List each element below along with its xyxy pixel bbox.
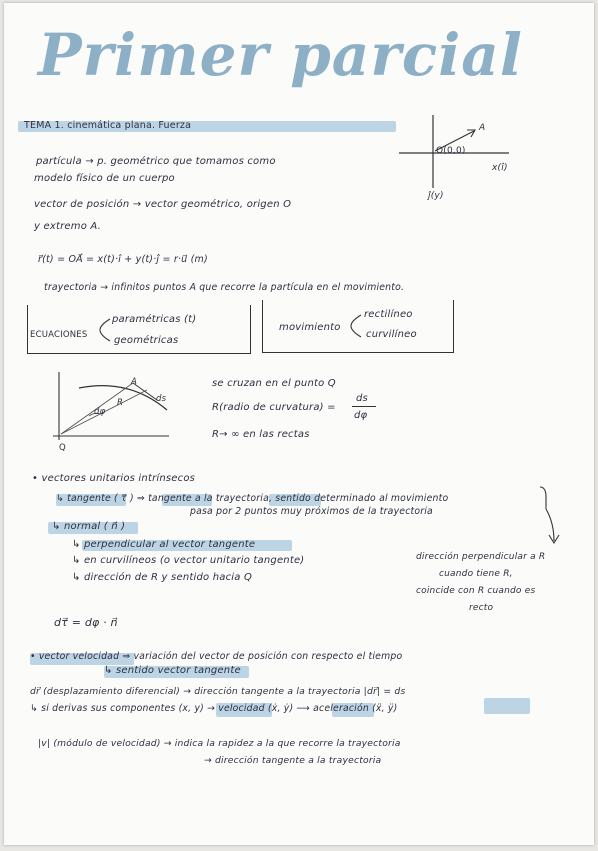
dtau-formula: dτ⃗ = dφ · n⃗ (54, 616, 118, 629)
particula-line-2: modelo físico de un cuerpo (34, 173, 175, 184)
tangente-line: ↳ tangente ( τ⃗ ) ⇒ tangente a la trayectoria, sentido determinado al movimiento (56, 493, 449, 504)
vector-posicion-line-2: y extremo A. (34, 221, 101, 232)
diagram-point-a: A (131, 377, 138, 387)
notebook-page (4, 3, 594, 845)
side-note-3: coincide con R cuando es (416, 586, 536, 596)
tangente-line-2: pasa por 2 puntos muy próximos de la trayectoria (190, 506, 433, 517)
movimiento-item-2: curvilíneo (366, 329, 417, 340)
acceleration-highlight (484, 698, 530, 714)
bracket-arrow-icon (534, 483, 574, 563)
curvature-diagram (49, 368, 179, 458)
curvatura-denominator: dφ (354, 410, 368, 421)
vectores-heading: • vectores unitarios intrínsecos (32, 473, 196, 484)
normal-detail-2: ↳ en curvilíneos (o vector unitario tangente) (72, 555, 305, 566)
velocidad-heading: • vector velocidad ⇒ variación del vector de posición con respecto el tiempo (30, 651, 403, 662)
normal-line: ↳ normal ( n⃗ ) (52, 521, 126, 532)
diagram-r: R (117, 398, 124, 408)
diagram-ds: ds (156, 394, 167, 404)
movimiento-label: movimiento (279, 322, 341, 333)
modulo-line-2: → dirección tangente a la trayectoria (204, 755, 382, 766)
side-note-1: dirección perpendicular a R (416, 552, 546, 562)
curvatura-line-1: se cruzan en el punto Q (212, 378, 336, 389)
axes-origin: O(0,0) (436, 146, 466, 156)
axes-diagram (399, 113, 549, 213)
axes-y-label: ĵ(y) (428, 191, 444, 201)
side-note-2: cuando tiene R, (439, 569, 513, 579)
fraction-bar (352, 406, 376, 407)
normal-detail-1: ↳ perpendicular al vector tangente (72, 539, 256, 550)
normal-detail-3: ↳ dirección de R y sentido hacia Q (72, 572, 253, 583)
axes-x-label: x(î) (492, 163, 508, 173)
velocidad-sub: ↳ sentido vector tangente (104, 665, 241, 676)
diagram-origin: Q (59, 443, 66, 453)
tema-heading: TEMA 1. cinemática plana. Fuerza (24, 120, 192, 131)
page-title: Primer parcial (38, 21, 523, 89)
brace-icon (347, 311, 367, 341)
ecuaciones-item-1: paramétricas (t) (112, 314, 197, 325)
ecuaciones-item-2: geométricas (114, 335, 179, 346)
trayectoria-definition: trayectoria → infinitos puntos A que recorre la partícula en el movimiento. (44, 282, 405, 293)
curvatura-numerator: ds (356, 393, 368, 404)
dr-line: dr⃗ (desplazamiento diferencial) → dirección tangente a la trayectoria |dr⃗| = ds (30, 686, 406, 697)
position-formula: r⃗(t) = OA⃗ = x(t)·î + y(t)·ĵ = r·u⃗ (m) (38, 254, 208, 265)
curvatura-line-3: R→ ∞ en las rectas (212, 429, 310, 440)
movimiento-item-1: rectilíneo (364, 309, 413, 320)
diagram-dphi: dφ (94, 407, 106, 417)
derivas-line: ↳ si derivas sus componentes (x, y) → velocidad (ẋ, ẏ) ⟶ aceleración (ẍ, ÿ) (30, 703, 398, 714)
modulo-line: |v| (módulo de velocidad) → indica la rapidez a la que recorre la trayectoria (38, 738, 401, 749)
particula-line-1: partícula → p. geométrico que tomamos como (36, 156, 276, 167)
curvatura-line-2: R(radio de curvatura) = (212, 402, 336, 413)
side-note-4: recto (469, 603, 494, 613)
brace-icon (96, 315, 116, 345)
ecuaciones-label: ECUACIONES (30, 330, 88, 340)
vector-posicion-line-1: vector de posición → vector geométrico, origen O (34, 199, 292, 210)
axes-point-a: A (479, 123, 486, 133)
